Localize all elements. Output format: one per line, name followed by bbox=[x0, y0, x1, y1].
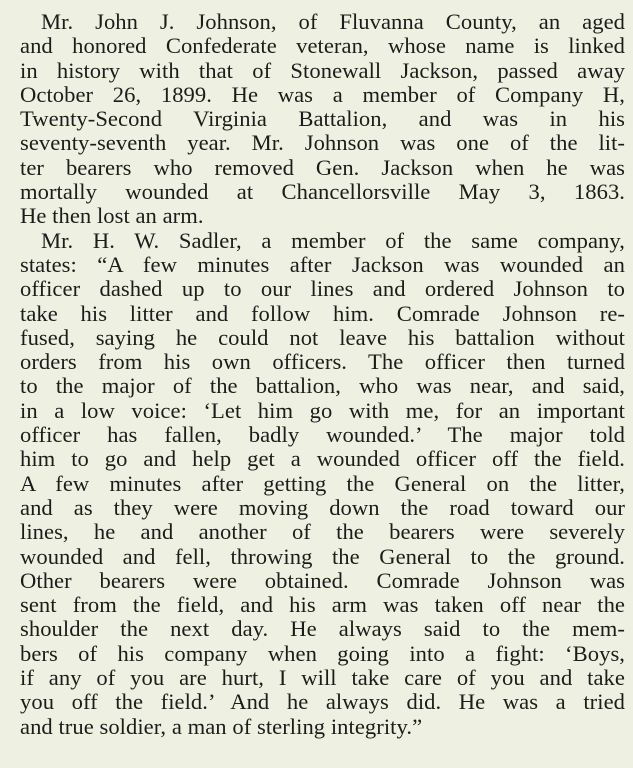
text-line: to the major of the battalion, who was near, and said, bbox=[20, 373, 625, 399]
text-line: and as they were moving down the road toward our bbox=[20, 494, 625, 520]
text-line: and honored Confederate veteran, whose name is linked bbox=[20, 33, 625, 59]
text-line: and true soldier, a man of sterling integrity.” bbox=[20, 713, 423, 739]
text-line: in history with that of Stonewall Jackson, passed away bbox=[20, 57, 625, 83]
text-line: him to go and help get a wounded officer off the field. bbox=[20, 446, 625, 472]
text-line: officer has fallen, badly wounded.’ The major told bbox=[20, 422, 625, 448]
text-line: lines, he and another of the bearers were severely bbox=[20, 519, 625, 545]
text-line: officer dashed up to our lines and ordered Johnson to bbox=[20, 276, 625, 302]
text-line: Mr. John J. Johnson, of Fluvanna County, an aged bbox=[41, 9, 625, 34]
text-line: Mr. H. W. Sadler, a member of the same company, bbox=[41, 227, 625, 253]
text-line: if any of you are hurt, I will take care of you and take bbox=[20, 665, 625, 691]
text-line: sent from the field, and his arm was taken off near the bbox=[20, 592, 625, 618]
text-line: Twenty-Second Virginia Battalion, and was in his bbox=[20, 106, 625, 132]
paragraph-johnson-obituary bbox=[20, 10, 625, 229]
text-line: He then lost an arm. bbox=[20, 203, 204, 229]
text-line: seventy-seventh year. Mr. Johnson was one of the lit- bbox=[20, 130, 625, 156]
text-line: you off the field.’ And he always did. He was a tried bbox=[20, 689, 625, 715]
text-line: bers of his company when going into a fight: ‘Boys, bbox=[20, 640, 625, 666]
text-line: October 26, 1899. He was a member of Company H, bbox=[20, 81, 625, 107]
text-line: take his litter and follow him. Comrade Johnson re- bbox=[20, 300, 625, 326]
article-body bbox=[20, 10, 625, 739]
text-line: shoulder the next day. He always said to the mem- bbox=[20, 616, 625, 642]
text-line: orders from his own officers. The officer then turned bbox=[20, 349, 625, 375]
text-line: in a low voice: ‘Let him go with me, for an important bbox=[20, 397, 625, 423]
text-line: fused, saying he could not leave his battalion without bbox=[20, 324, 625, 350]
text-line: mortally wounded at Chancellorsville May 3, 1863. bbox=[20, 179, 625, 205]
text-line: states: “A few minutes after Jackson was wounded an bbox=[20, 251, 625, 277]
paragraph-sadler-statement bbox=[20, 229, 625, 739]
text-line: Other bearers were obtained. Comrade Johnson was bbox=[20, 567, 625, 593]
text-line: ter bearers who removed Gen. Jackson when he was bbox=[20, 154, 625, 180]
text-line: A few minutes after getting the General on the litter, bbox=[20, 470, 625, 496]
text-line: wounded and fell, throwing the General to the ground. bbox=[20, 543, 625, 569]
